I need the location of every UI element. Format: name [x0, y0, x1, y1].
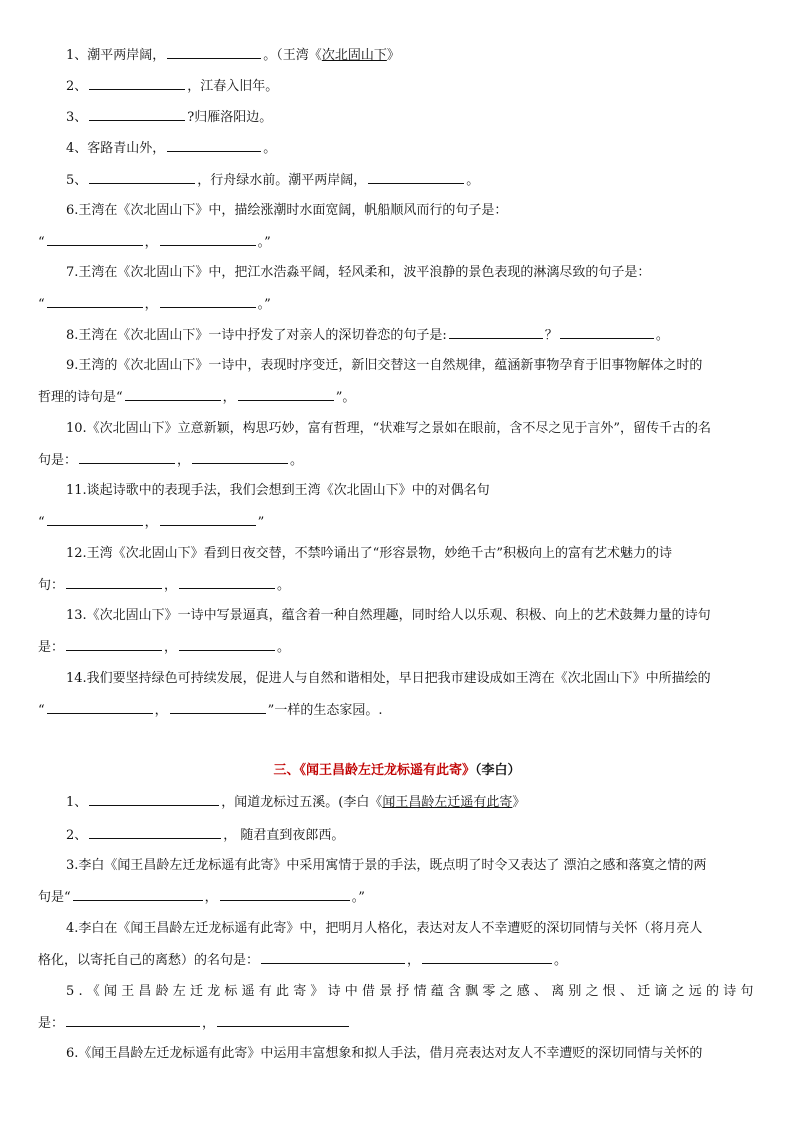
comma: ， — [202, 1016, 216, 1031]
prompt-text: 句是： — [38, 453, 78, 468]
question-number: 3、 — [66, 110, 88, 125]
answer-blank[interactable] — [89, 76, 185, 90]
question-8 — [66, 325, 764, 346]
prompt-text: 12.王湾《次北固山下》看到日夜交替，不禁吟诵出了“形容景物，妙绝千古”积极向上的富有艺术魅力的诗 — [66, 546, 672, 561]
prompt-text: 格化，以寄托自己的离愁）的名句是： — [38, 953, 260, 968]
s3-question-1 — [66, 792, 764, 813]
s3-question-6 — [66, 1044, 764, 1064]
answer-blank[interactable] — [179, 637, 275, 651]
answer-blank[interactable] — [160, 232, 256, 246]
answer-blank[interactable] — [89, 792, 219, 806]
question-10-answer — [38, 450, 764, 471]
question-13 — [66, 606, 764, 626]
prompt-text: 14.我们要坚持绿色可持续发展，促进人与自然和谐相处，早日把我市建设成如王湾在《次北固山下》中所描绘的 — [66, 671, 711, 686]
question-mark: ？ — [544, 328, 558, 343]
prompt-text: 是： — [38, 1016, 65, 1031]
question-number: 2、 — [66, 79, 88, 94]
answer-blank[interactable] — [47, 232, 143, 246]
prompt-text: 6.王湾在《次北固山下》中，描绘涨潮时水面宽阔，帆船顺风而行的句子是： — [66, 203, 508, 218]
period: 。 — [277, 578, 291, 593]
comma: ， — [144, 235, 158, 250]
answer-blank[interactable] — [449, 325, 543, 339]
question-number: 4、 — [66, 141, 88, 156]
prompt-text: 。 — [263, 141, 277, 156]
question-9-answer — [38, 387, 764, 408]
section-title: 三、《闻王昌龄左迁龙标遥有此寄》 — [273, 763, 475, 778]
answer-blank[interactable] — [89, 825, 221, 839]
answer-blank[interactable] — [217, 1013, 349, 1027]
period: 。 — [554, 953, 568, 968]
quote-mark: “ — [38, 703, 45, 718]
answer-blank[interactable] — [170, 700, 266, 714]
s3-question-5 — [66, 982, 764, 1002]
answer-blank[interactable] — [167, 138, 261, 152]
comma: ， — [204, 890, 218, 905]
answer-blank[interactable] — [160, 294, 256, 308]
question-14 — [66, 669, 764, 689]
s3-question-3-answer — [38, 887, 764, 908]
prompt-text: ?归雁洛阳边。 — [187, 110, 273, 125]
quote-mark: 。” — [257, 297, 271, 312]
s3-question-5-answer — [38, 1013, 764, 1034]
poem-title: 次北固山下 — [321, 48, 387, 63]
answer-blank[interactable] — [368, 170, 464, 184]
prompt-text: ，行舟绿水前。潮平两岸阔， — [197, 173, 367, 188]
comma: ， — [407, 953, 421, 968]
prompt-text: 》 — [386, 48, 400, 63]
question-number: 2、 — [66, 828, 88, 843]
answer-blank[interactable] — [261, 950, 405, 964]
comma: ， — [144, 297, 158, 312]
answer-blank[interactable] — [47, 512, 143, 526]
question-9 — [66, 356, 764, 376]
quote-mark: “ — [64, 890, 71, 905]
answer-blank[interactable] — [220, 887, 350, 901]
question-6 — [66, 201, 764, 221]
prompt-text: 4.李白在《闻王昌龄左迁龙标遥有此寄》中，把明月人格化，表达对友人不幸遭贬的深切同情与关怀（将月亮人 — [66, 921, 703, 936]
prompt-text: ， 随君直到夜郎西。 — [223, 828, 345, 843]
answer-blank[interactable] — [47, 700, 153, 714]
quote-mark: “ — [38, 297, 45, 312]
question-7 — [66, 263, 764, 283]
s3-question-4-answer — [38, 950, 764, 971]
prompt-text: ，江春入旧年。 — [187, 79, 279, 94]
quote-mark: 。” — [257, 235, 271, 250]
question-number: 1、 — [66, 795, 88, 810]
prompt-text: ”一样的生态家园。. — [267, 703, 383, 718]
answer-blank[interactable] — [66, 637, 162, 651]
question-12-answer — [38, 575, 764, 596]
answer-blank[interactable] — [125, 387, 221, 401]
prompt-text: 3.李白《闻王昌龄左迁龙标遥有此寄》中采用寓情于景的手法，既点明了时令又表达了 漂泊之感和落寞之情的两 — [66, 858, 707, 873]
question-11-answer — [38, 512, 764, 533]
question-12 — [66, 544, 764, 564]
prompt-text: 》 — [512, 795, 526, 810]
prompt-text: 哲理的诗句是 — [38, 390, 117, 405]
prompt-text: 11.谈起诗歌中的表现手法，我们会想到王湾《次北固山下》中的对偶名句 — [66, 483, 490, 498]
comma: ， — [144, 515, 158, 530]
answer-blank[interactable] — [79, 450, 175, 464]
prompt-text: 客路青山外， — [87, 141, 166, 156]
answer-blank[interactable] — [179, 575, 275, 589]
poem-title: 闻王昌龄左迁遥有此寄 — [382, 795, 513, 810]
prompt-text: 7.王湾在《次北固山下》中，把江水浩淼平阔，轻风柔和，波平浪静的景色表现的淋漓尽致的句子是： — [66, 265, 651, 280]
prompt-text: 8.王湾在《次北固山下》一诗中抒发了对亲人的深切眷恋的句子是: — [66, 328, 447, 343]
question-number: 1、 — [66, 48, 88, 63]
answer-blank[interactable] — [89, 170, 195, 184]
question-13-answer — [38, 637, 764, 658]
question-3 — [66, 107, 764, 128]
question-7-answer — [38, 294, 764, 315]
section-heading — [0, 761, 794, 781]
prompt-text: 。 — [466, 173, 480, 188]
prompt-text: 5.《闻王昌龄左迁龙标遥有此寄》诗中借景抒情蕴含飘零之感、离别之恨、迁谪之远的诗句 — [66, 984, 758, 999]
section-author: （李白） — [475, 763, 521, 778]
s3-question-2 — [66, 825, 764, 846]
quote-mark: ”。 — [335, 390, 356, 405]
comma: ， — [222, 390, 236, 405]
period: 。 — [277, 640, 291, 655]
prompt-text: 句是 — [38, 890, 65, 905]
quote-mark: “ — [116, 390, 123, 405]
question-14-answer — [38, 700, 764, 721]
quote-mark: ” — [257, 515, 265, 530]
question-6-answer — [38, 232, 764, 253]
answer-blank[interactable] — [47, 294, 143, 308]
quote-mark: 。” — [351, 890, 365, 905]
question-4 — [66, 138, 764, 159]
quote-mark: “ — [38, 235, 45, 250]
prompt-text: 9.王湾的《次北固山下》一诗中，表现时序变迁，新旧交替这一自然规律，蕴涵新事物孕育于旧事物解体之时的 — [66, 358, 703, 373]
prompt-text: 10.《次北固山下》立意新颖，构思巧妙，富有哲理，“状难写之景如在眼前，含不尽之见于言外”，留传千古的名 — [66, 421, 711, 436]
comma: ， — [164, 640, 178, 655]
prompt-text: 6.《闻王昌龄左迁龙标遥有此寄》中运用丰富想象和拟人手法，借月亮表达对友人不幸遭贬的深切同情与关怀的 — [66, 1046, 703, 1061]
question-5 — [66, 170, 764, 191]
question-2 — [66, 76, 764, 97]
comma: ， — [164, 578, 178, 593]
prompt-text: 句： — [38, 578, 65, 593]
answer-blank[interactable] — [560, 325, 654, 339]
answer-blank[interactable] — [89, 107, 185, 121]
prompt-text: ，闻道龙标过五溪。(李白《 — [221, 795, 383, 810]
answer-blank[interactable] — [66, 575, 162, 589]
answer-blank[interactable] — [422, 950, 552, 964]
quote-mark: “ — [38, 515, 45, 530]
question-10 — [66, 419, 764, 439]
comma: ， — [154, 703, 168, 718]
question-number: 5、 — [66, 173, 88, 188]
comma: ， — [177, 453, 191, 468]
answer-blank[interactable] — [167, 45, 261, 59]
answer-blank[interactable] — [73, 887, 203, 901]
answer-blank[interactable] — [66, 1013, 200, 1027]
prompt-text: 。（王湾《 — [263, 48, 322, 63]
prompt-text: 潮平两岸阔， — [87, 48, 166, 63]
period: 。 — [290, 453, 304, 468]
prompt-text: 是： — [38, 640, 65, 655]
s3-question-3 — [66, 856, 764, 876]
question-11 — [66, 481, 764, 501]
answer-blank[interactable] — [238, 387, 334, 401]
answer-blank[interactable] — [192, 450, 288, 464]
answer-blank[interactable] — [160, 512, 256, 526]
prompt-text: 13.《次北固山下》一诗中写景逼真，蕴含着一种自然理趣，同时给人以乐观、积极、向上的艺术鼓舞力量的诗句 — [66, 608, 711, 623]
period: 。 — [655, 328, 669, 343]
question-1 — [66, 45, 764, 66]
s3-question-4 — [66, 919, 764, 939]
